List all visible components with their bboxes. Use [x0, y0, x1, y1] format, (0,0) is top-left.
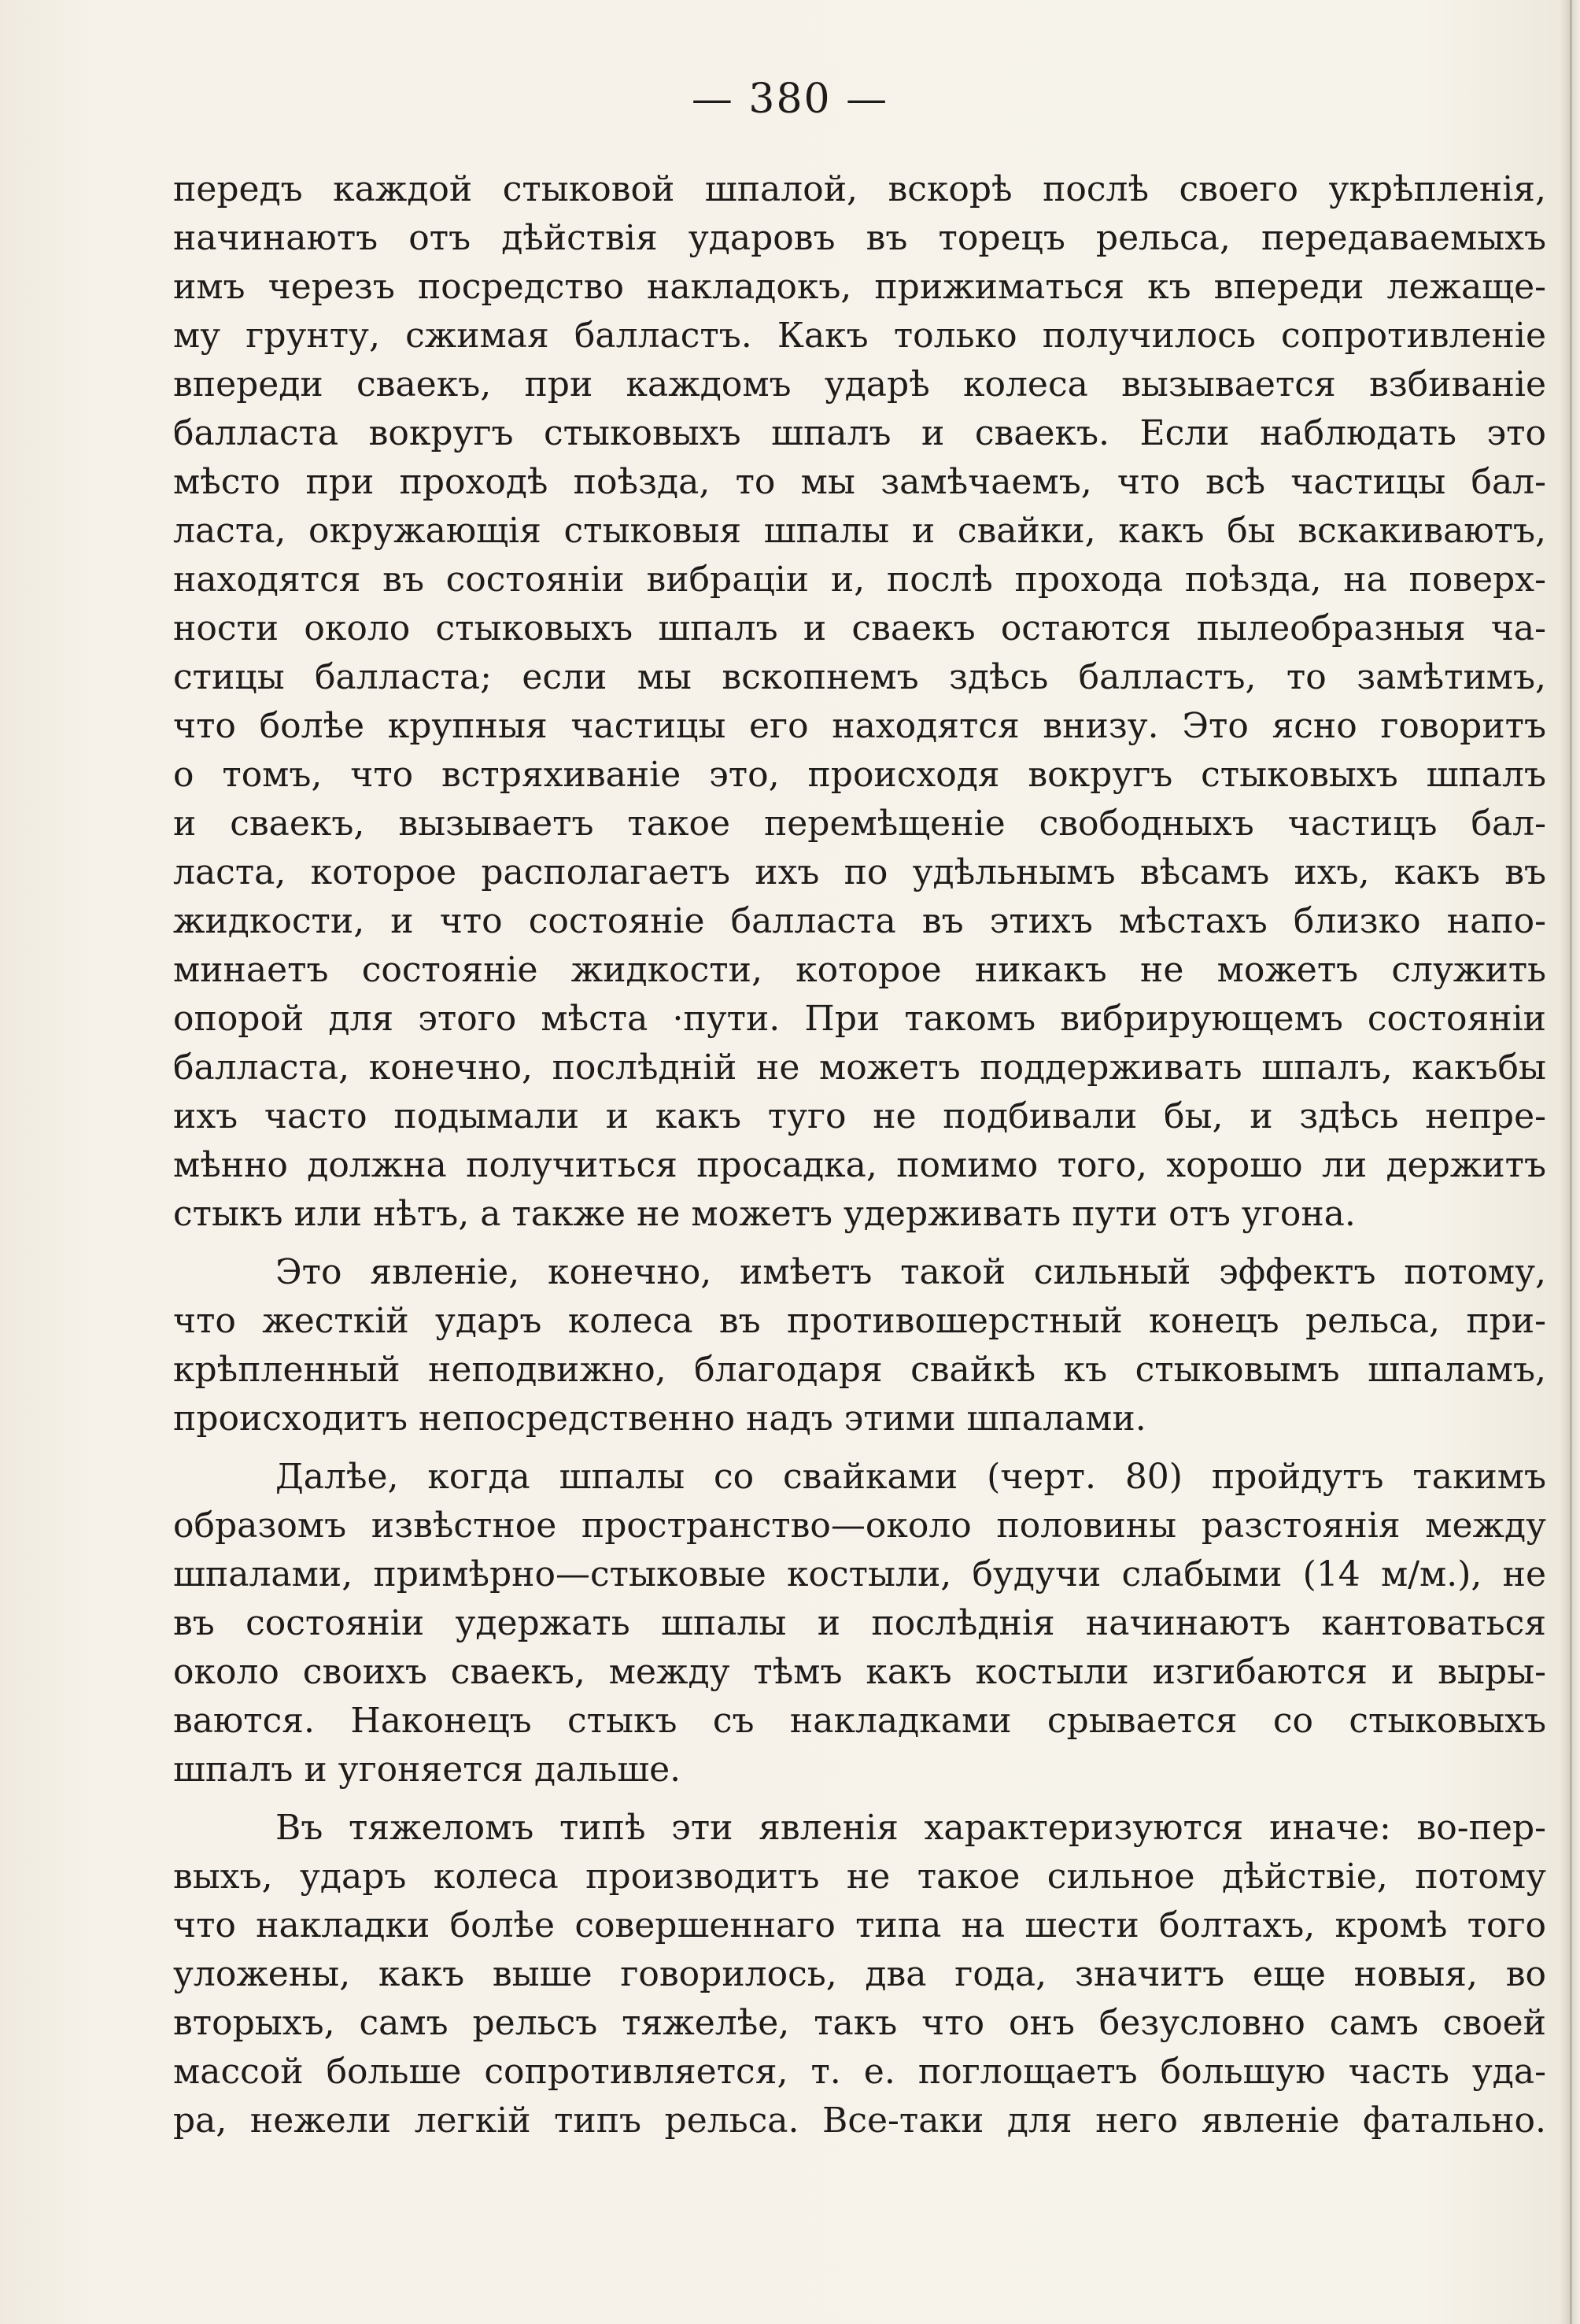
- paragraph-gap: [173, 1239, 1546, 1248]
- text-line: образомъ извѣстное пространство—около половины разстоянія между: [173, 1506, 1546, 1546]
- paragraph: [173, 1453, 1546, 1794]
- paragraph-gap: [173, 1443, 1546, 1453]
- text-line: Въ тяжеломъ типѣ эти явленія характеризуются иначе: во-пер-: [275, 1808, 1546, 1848]
- paragraph: [173, 165, 1546, 1239]
- text-line: ваются. Наконецъ стыкъ съ накладками срывается со стыковыхъ: [173, 1701, 1546, 1741]
- text-line: ласта, которое располагаетъ ихъ по удѣльнымъ вѣсамъ ихъ, какъ въ: [173, 852, 1546, 892]
- text-line: Далѣе, когда шпалы со свайками (черт. 80) пройдутъ такимъ: [275, 1457, 1546, 1497]
- paragraph: [173, 1804, 1546, 2145]
- text-line: массой больше сопротивляется, т. е. поглощаетъ большую часть уда-: [173, 2052, 1546, 2092]
- text-line: шпалами, примѣрно—стыковые костыли, будучи слабыми (14 м/м.), не: [173, 1554, 1546, 1594]
- paragraph: [173, 1248, 1546, 1443]
- text-line: ра, нежели легкій типъ рельса. Все-таки для него явленіе фатально.: [173, 2100, 1546, 2141]
- text-line: выхъ, ударъ колеса производитъ не такое сильное дѣйствіе, потому: [173, 1857, 1546, 1897]
- text-line: о томъ, что встряхиваніе это, происходя вокругъ стыковыхъ шпалъ: [173, 755, 1546, 795]
- text-line: ласта, окружающія стыковыя шпалы и свайки, какъ бы вскакиваютъ,: [173, 511, 1546, 551]
- text-line: имъ черезъ посредство накладокъ, прижиматься къ впереди лежаще-: [173, 267, 1546, 307]
- text-line: около своихъ сваекъ, между тѣмъ какъ костыли изгибаются и выры-: [173, 1652, 1546, 1692]
- text-line: мѣсто при проходѣ поѣзда, то мы замѣчаемъ, что всѣ частицы бал-: [173, 462, 1546, 502]
- page-number: — 380 —: [691, 76, 889, 123]
- paragraph-gap: [173, 1794, 1546, 1804]
- text-line: жидкости, и что состояніе балласта въ этихъ мѣстахъ близко напо-: [173, 901, 1546, 941]
- text-line: балласта вокругъ стыковыхъ шпалъ и сваекъ. Если наблюдать это: [173, 413, 1546, 453]
- text-line: въ состояніи удержать шпалы и послѣднія начинаютъ кантоваться: [173, 1603, 1546, 1643]
- text-line: уложены, какъ выше говорилось, два года, значитъ еще новыя, во: [173, 1954, 1546, 1994]
- text-line: балласта, конечно, послѣдній не можетъ поддерживать шпалъ, какъбы: [173, 1047, 1546, 1088]
- text-line: крѣпленный неподвижно, благодаря свайкѣ къ стыковымъ шпаламъ,: [173, 1350, 1546, 1390]
- text-line: что жесткій ударъ колеса въ противошерстный конецъ рельса, при-: [173, 1301, 1546, 1341]
- text-line: впереди сваекъ, при каждомъ ударѣ колеса вызывается взбиваніе: [173, 364, 1546, 405]
- text-line: мѣнно должна получиться просадка, помимо того, хорошо ли держитъ: [173, 1145, 1546, 1185]
- text-line: вторыхъ, самъ рельсъ тяжелѣе, такъ что онъ безусловно самъ своей: [173, 2003, 1546, 2043]
- text-line: опорой для этого мѣста ·пути. При такомъ вибрирующемъ состояніи: [173, 999, 1546, 1039]
- text-line: Это явленіе, конечно, имѣетъ такой сильный эффектъ потому,: [275, 1252, 1546, 1292]
- text-line: ихъ часто подымали и какъ туго не подбивали бы, и здѣсь непре-: [173, 1096, 1546, 1136]
- text-line: минаетъ состояніе жидкости, которое никакъ не можетъ служить: [173, 950, 1546, 990]
- text-line: что болѣе крупныя частицы его находятся внизу. Это ясно говоритъ: [173, 706, 1546, 746]
- body-text: [173, 165, 1546, 2145]
- text-line: шпалъ и угоняется дальше.: [173, 1749, 681, 1790]
- text-line: стицы балласта; если мы вскопнемъ здѣсь балластъ, то замѣтимъ,: [173, 657, 1546, 697]
- text-line: находятся въ состояніи вибраціи и, послѣ прохода поѣзда, на поверх-: [173, 560, 1546, 600]
- page-edge-line: [1570, 0, 1572, 2324]
- text-line: происходитъ непосредственно надъ этими шпалами.: [173, 1398, 1146, 1439]
- text-line: начинаютъ отъ дѣйствія ударовъ въ торецъ рельса, передаваемыхъ: [173, 218, 1546, 258]
- text-line: ности около стыковыхъ шпалъ и сваекъ остаются пылеобразныя ча-: [173, 608, 1546, 648]
- text-line: стыкъ или нѣтъ, а также не можетъ удерживать пути отъ угона.: [173, 1194, 1356, 1234]
- text-line: передъ каждой стыковой шпалой, вскорѣ послѣ своего укрѣпленія,: [173, 169, 1546, 209]
- text-line: что накладки болѣе совершеннаго типа на шести болтахъ, кромѣ того: [173, 1905, 1546, 1945]
- text-line: му грунту, сжимая балластъ. Какъ только получилось сопротивленіе: [173, 316, 1546, 356]
- text-line: и сваекъ, вызываетъ такое перемѣщеніе свободныхъ частицъ бал-: [173, 804, 1546, 844]
